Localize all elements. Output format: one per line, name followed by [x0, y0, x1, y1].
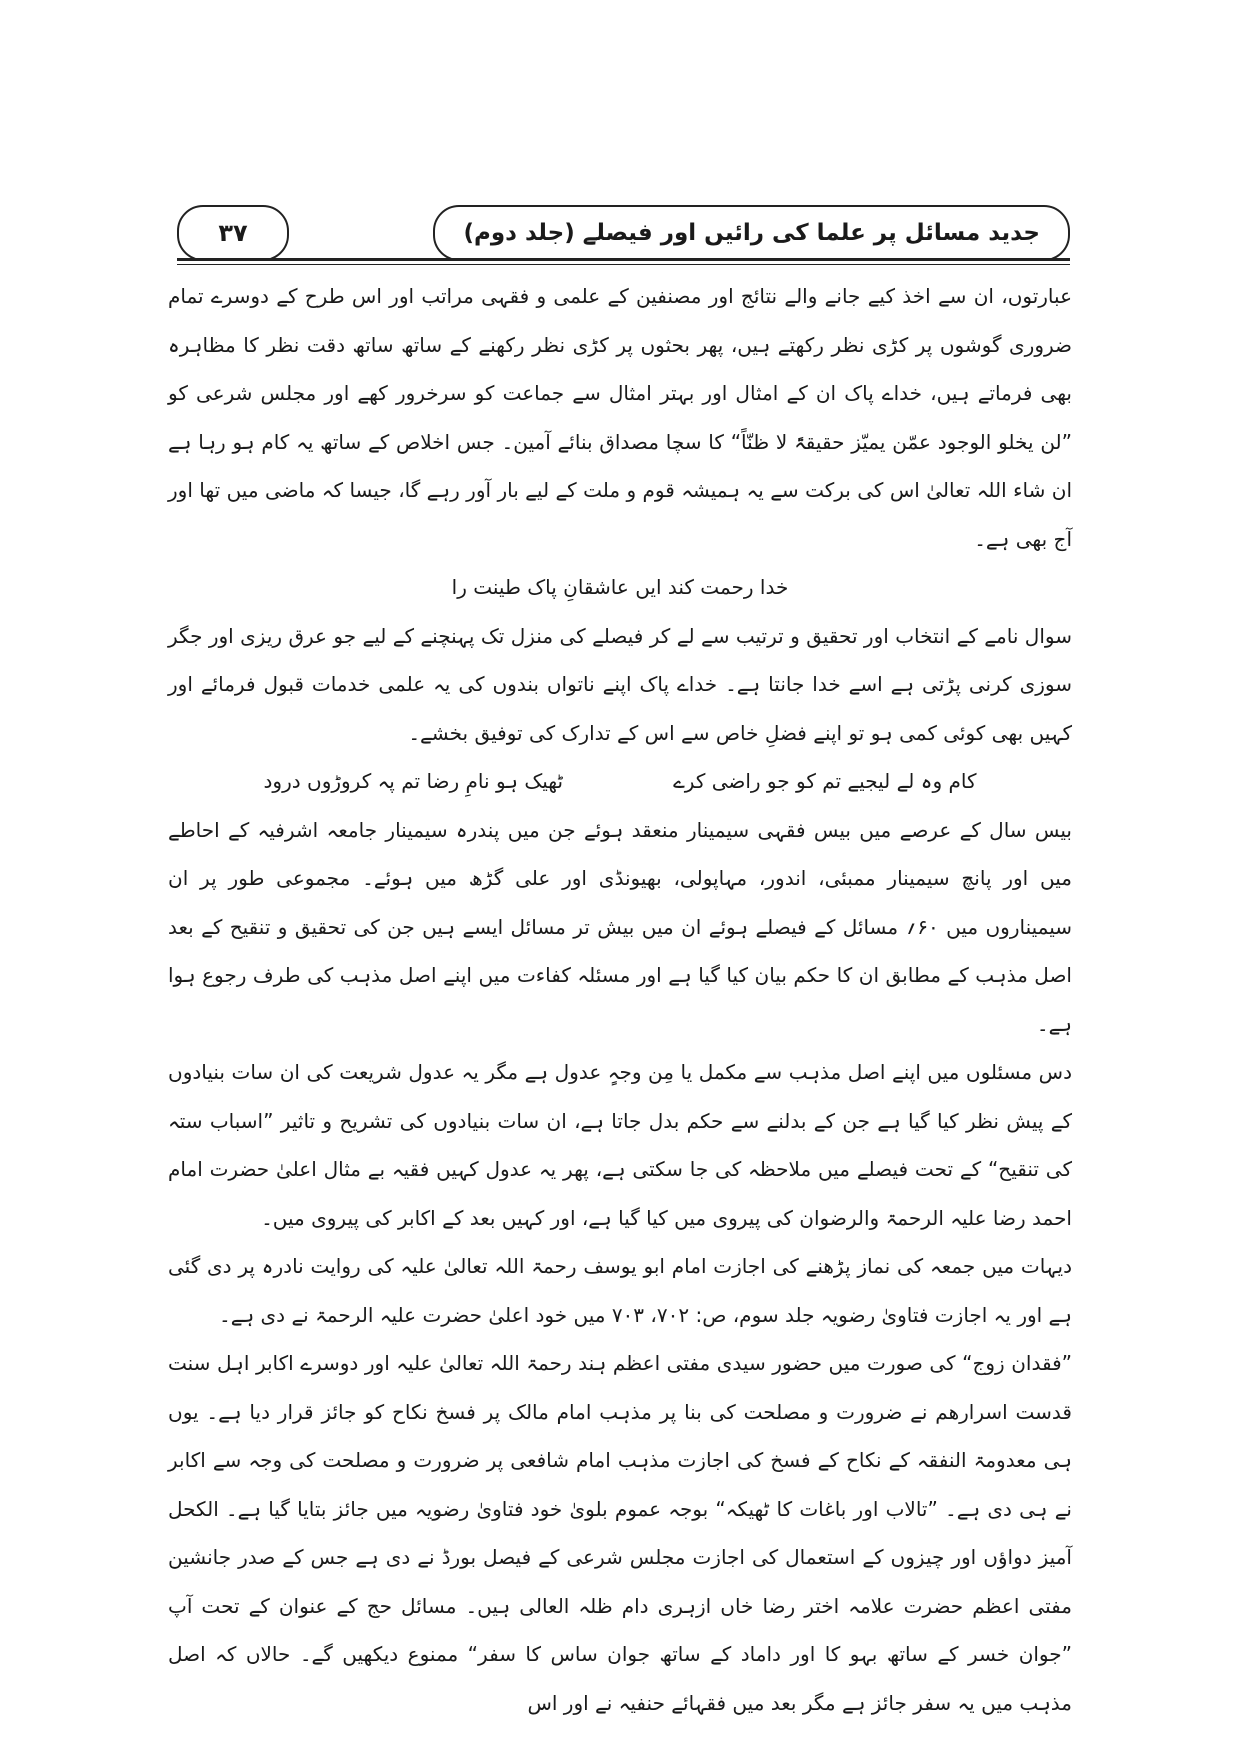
paragraph-3: بیس سال کے عرصے میں بیس فقہی سیمینار منعقد ہوئے جن میں پندرہ سیمینار جامعہ اشرفیہ کے احاطے میں اور پانچ سیمینار ممبئی، اندور، مہاپولی، بھیونڈی اور علی گڑھ میں ہوئے۔ مجموعی طور پر ان سیمیناروں میں ۶۰؍ مسائل کے فیصلے ہوئے ان میں بیش تر مسائل ایسے ہیں جن کی تحقیق و تنقیح کے بعد اصل مذہب کے مطابق ان کا حکم بیان کیا گیا ہے اور مسئلہ کفاءت میں اپنے اصل مذہب کی طرف رجوع ہوا ہے۔ [168, 817, 1072, 1036]
paragraph-5: دیہات میں جمعہ کی نماز پڑھنے کی اجازت امام ابو یوسف رحمۃ اللہ تعالیٰ علیہ کی روایت نادرہ پر دی گئی ہے اور یہ اجازت فتاویٰ رضویہ جلد سوم، ص: ۷۰۲، ۷۰۳ میں خود اعلیٰ حضرت علیہ الرحمۃ نے دی ہے۔ [168, 1254, 1072, 1327]
paragraph-6: ”فقدان زوج“ کی صورت میں حضور سیدی مفتی اعظم ہند رحمۃ اللہ تعالیٰ علیہ اور دوسرے اکابر اہل سنت قدست اسرارھم نے ضرورت و مصلحت کی بنا پر مذہب امام مالک پر فسخ نکاح کو جائز قرار دیا ہے۔ یوں ہی معدومۃ النفقہ کے نکاح کے فسخ کی اجازت مذہب امام شافعی پر ضرورت و مصلحت کی وجہ سے اکابر نے ہی دی ہے۔ ”تالاب اور باغات کا ٹھیکہ“ بوجہ عموم بلویٰ خود فتاویٰ رضویہ میں جائز بتایا گیا ہے۔ الکحل آمیز دواؤں اور چیزوں کے استعمال کی اجازت مجلس شرعی کے فیصل بورڈ نے دی ہے جس کے صدر جانشین مفتی اعظم حضرت علامہ اختر رضا خاں ازہری دام ظلہ العالی ہیں۔ مسائل حج کے عنوان کے تحت آپ ”جوان خسر کے ساتھ بہو کا اور داماد کے ساتھ جوان ساس کا سفر“ ممنوع دیکھیں گے۔ حالاں کہ اصل مذہب میں یہ سفر جائز ہے مگر بعد میں فقہائے حنفیہ نے اور اس [168, 1351, 1072, 1715]
verse-line-1: خدا رحمت کند ایں عاشقانِ پاک طینت را [451, 575, 789, 599]
verse-hemistich-2: ٹھیک ہو نامِ رضا تم پہ کروڑوں درود [263, 769, 564, 793]
paragraph-1: عبارتوں، ان سے اخذ کیے جانے والے نتائج اور مصنفین کے علمی و فقہی مراتب اور اس طرح کے دوسرے تمام ضروری گوشوں پر کڑی نظر رکھتے ہیں، پھر بحثوں پر کڑی نظر رکھنے کے ساتھ ساتھ دقت نظر کا مظاہرہ بھی فرماتے ہیں، خداے پاک ان کے امثال اور بہتر امثال سے جماعت کو سرخرور کھے اور مجلس شرعی کو ”لن یخلو الوجود عمّن یمیّز حقیقۃً لا ظنّاً“ کا سچا مصداق بنائے آمین۔ جس اخلاص کے ساتھ یہ کام ہو رہا ہے ان شاء اللہ تعالیٰ اس کی برکت سے یہ ہمیشہ قوم و ملت کے لیے بار آور رہے گا، جیسا کہ ماضی میں تھا اور آج بھی ہے۔ [168, 284, 1072, 551]
page-header [177, 205, 1070, 265]
header-rule-thin [177, 264, 1070, 265]
page-body [168, 272, 1072, 1727]
verse-couplet [168, 757, 1072, 806]
book-title: جدید مسائل پر علما کی رائیں اور فیصلے (جلد دوم) [433, 205, 1070, 261]
verse-hemistich-1: کام وہ لے لیجیے تم کو جو راضی کرے [673, 769, 977, 793]
header-rule-thick [177, 258, 1070, 261]
paragraph-4: دس مسئلوں میں اپنے اصل مذہب سے مکمل یا مِن وجہٍ عدول ہے مگر یہ عدول شریعت کی ان سات بنیادوں کے پیش نظر کیا گیا ہے جن کے بدلنے سے حکم بدل جاتا ہے، ان سات بنیادوں کی تشریح و تاثیر ”اسباب ستہ کی تنقیح“ کے تحت فیصلے میں ملاحظہ کی جا سکتی ہے، پھر یہ عدول کہیں فقیہ بے مثال اعلیٰ حضرت امام احمد رضا علیہ الرحمۃ والرضوان کی پیروی میں کیا گیا ہے، اور کہیں بعد کے اکابر کی پیروی میں۔ [168, 1060, 1072, 1230]
paragraph-2: سوال نامے کے انتخاب اور تحقیق و ترتیب سے لے کر فیصلے کی منزل تک پہنچنے کے لیے جو عرق ریزی اور جگر سوزی کرنی پڑتی ہے اسے خدا جانتا ہے۔ خداے پاک اپنے ناتواں بندوں کی یہ علمی خدمات قبول فرمائے اور کہیں بھی کوئی کمی ہو تو اپنے فضلِ خاص سے اس کے تدارک کی توفیق بخشے۔ [168, 623, 1072, 745]
page-number: ۳۷ [177, 205, 289, 261]
